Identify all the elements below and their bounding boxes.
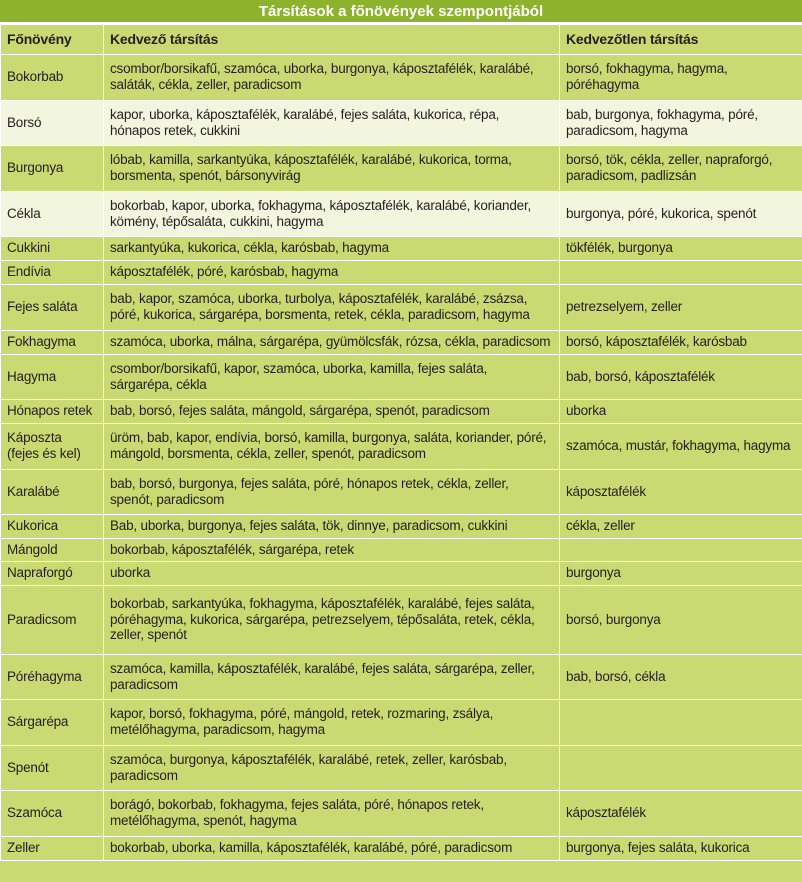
plant-cell: Hagyma: [1, 354, 104, 399]
plant-cell: Póréhagyma: [1, 654, 104, 699]
unfavorable-cell: burgonya, fejes saláta, kukorica: [560, 836, 802, 860]
plant-cell: Burgonya: [1, 145, 104, 191]
table-row: [1, 538, 802, 561]
table-body: [1, 54, 802, 860]
unfavorable-cell: borsó, fokhagyma, hagyma, póréhagyma: [560, 54, 802, 100]
plant-cell: Szamóca: [1, 790, 104, 836]
favorable-cell: bab, borsó, fejes saláta, mángold, sárgarépa, spenót, paradicsom: [104, 399, 560, 423]
plant-cell: Spenót: [1, 745, 104, 790]
favorable-cell: bokorbab, uborka, kamilla, káposztafélék, karalábé, póré, paradicsom: [104, 836, 560, 860]
unfavorable-cell: [560, 538, 802, 561]
plant-cell: Cékla: [1, 191, 104, 236]
favorable-cell: kapor, uborka, káposztafélék, karalábé, fejes saláta, kukorica, répa, hónapos retek, cukkini: [104, 100, 560, 145]
unfavorable-cell: bab, borsó, káposztafélék: [560, 354, 802, 399]
table-row: [1, 654, 802, 699]
plant-cell: Sárgarépa: [1, 699, 104, 745]
favorable-cell: sarkantyúka, kukorica, cékla, karósbab, hagyma: [104, 236, 560, 260]
unfavorable-cell: káposztafélék: [560, 790, 802, 836]
table-row: [1, 561, 802, 585]
favorable-cell: uborka: [104, 561, 560, 585]
unfavorable-cell: szamóca, mustár, fokhagyma, hagyma: [560, 423, 802, 469]
plant-cell: Fokhagyma: [1, 330, 104, 354]
companion-table: [0, 24, 802, 861]
favorable-cell: lóbab, kamilla, sarkantyúka, káposztafélék, karalábé, kukorica, torma, borsmenta, spenót, bársonyvirág: [104, 145, 560, 191]
plant-cell: Zeller: [1, 836, 104, 860]
unfavorable-cell: uborka: [560, 399, 802, 423]
plant-cell: Káposzta (fejes és kel): [1, 423, 104, 469]
header-plant: Főnövény: [1, 25, 104, 55]
favorable-cell: csombor/borsikafű, kapor, szamóca, uborka, kamilla, fejes saláta, sárgarépa, cékla: [104, 354, 560, 399]
plant-cell: Mángold: [1, 538, 104, 561]
table-row: [1, 699, 802, 745]
plant-cell: Paradicsom: [1, 585, 104, 654]
table-row: [1, 191, 802, 236]
favorable-cell: bokorbab, kapor, uborka, fokhagyma, káposztafélék, karalábé, koriander, kömény, tépősaláta, cukkini, hagyma: [104, 191, 560, 236]
unfavorable-cell: burgonya: [560, 561, 802, 585]
favorable-cell: szamóca, kamilla, káposztafélék, karalábé, fejes saláta, sárgarépa, zeller, paradicsom: [104, 654, 560, 699]
unfavorable-cell: bab, borsó, cékla: [560, 654, 802, 699]
plant-cell: Borsó: [1, 100, 104, 145]
favorable-cell: üröm, bab, kapor, endívia, borsó, kamilla, burgonya, saláta, koriander, póré, mángold, borsmenta, cékla, zeller, spenót, paradicsom: [104, 423, 560, 469]
plant-cell: Cukkini: [1, 236, 104, 260]
unfavorable-cell: bab, burgonya, fokhagyma, póré, paradicsom, hagyma: [560, 100, 802, 145]
header-unfavorable: Kedvezőtlen társítás: [560, 25, 802, 55]
favorable-cell: csombor/borsikafű, szamóca, uborka, burgonya, káposztafélék, karalábé, saláták, cékla, zeller, paradicsom: [104, 54, 560, 100]
table-row: [1, 354, 802, 399]
unfavorable-cell: káposztafélék: [560, 469, 802, 514]
table-row: [1, 145, 802, 191]
table-title: Társítások a főnövények szempontjából: [0, 0, 802, 24]
unfavorable-cell: burgonya, póré, kukorica, spenót: [560, 191, 802, 236]
favorable-cell: szamóca, uborka, málna, sárgarépa, gyümölcsfák, rózsa, cékla, paradicsom: [104, 330, 560, 354]
table-row: [1, 54, 802, 100]
table-row: [1, 469, 802, 514]
unfavorable-cell: cékla, zeller: [560, 514, 802, 538]
unfavorable-cell: [560, 745, 802, 790]
favorable-cell: bab, kapor, szamóca, uborka, turbolya, káposztafélék, karalábé, zsázsa, póré, kukorica, sárgarépa, borsmenta, retek, cékla, paradicsom, hagyma: [104, 284, 560, 330]
table-row: [1, 399, 802, 423]
favorable-cell: borágó, bokorbab, fokhagyma, fejes saláta, póré, hónapos retek, metélőhagyma, spenót, hagyma: [104, 790, 560, 836]
table-row: [1, 745, 802, 790]
table-row: [1, 236, 802, 260]
table-row: [1, 330, 802, 354]
unfavorable-cell: petrezselyem, zeller: [560, 284, 802, 330]
unfavorable-cell: tökfélék, burgonya: [560, 236, 802, 260]
plant-cell: Karalábé: [1, 469, 104, 514]
favorable-cell: bokorbab, káposztafélék, sárgarépa, retek: [104, 538, 560, 561]
unfavorable-cell: [560, 260, 802, 284]
plant-cell: Hónapos retek: [1, 399, 104, 423]
favorable-cell: Bab, uborka, burgonya, fejes saláta, tök, dinnye, paradicsom, cukkini: [104, 514, 560, 538]
unfavorable-cell: borsó, káposztafélék, karósbab: [560, 330, 802, 354]
plant-cell: Bokorbab: [1, 54, 104, 100]
unfavorable-cell: [560, 699, 802, 745]
favorable-cell: káposztafélék, póré, karósbab, hagyma: [104, 260, 560, 284]
favorable-cell: bokorbab, sarkantyúka, fokhagyma, káposztafélék, karalábé, fejes saláta, póréhagyma, kukorica, sárgarépa, petrezselyem, tépősaláta, retek, cékla, zeller, spenót: [104, 585, 560, 654]
table-row: [1, 100, 802, 145]
table-row: [1, 585, 802, 654]
favorable-cell: bab, borsó, burgonya, fejes saláta, póré, hónapos retek, cékla, zeller, spenót, paradicsom: [104, 469, 560, 514]
table-row: [1, 836, 802, 860]
plant-cell: Napraforgó: [1, 561, 104, 585]
favorable-cell: kapor, borsó, fokhagyma, póré, mángold, retek, rozmaring, zsálya, metélőhagyma, paradicsom, hagyma: [104, 699, 560, 745]
table-row: [1, 514, 802, 538]
header-favorable: Kedvező társítás: [104, 25, 560, 55]
plant-cell: Kukorica: [1, 514, 104, 538]
table-row: [1, 284, 802, 330]
table-row: [1, 790, 802, 836]
unfavorable-cell: borsó, tök, cékla, zeller, napraforgó, paradicsom, padlizsán: [560, 145, 802, 191]
unfavorable-cell: borsó, burgonya: [560, 585, 802, 654]
plant-cell: Fejes saláta: [1, 284, 104, 330]
header-row: [1, 25, 802, 55]
favorable-cell: szamóca, burgonya, káposztafélék, karalábé, retek, zeller, karósbab, paradicsom: [104, 745, 560, 790]
plant-cell: Endívia: [1, 260, 104, 284]
table-row: [1, 260, 802, 284]
table-row: [1, 423, 802, 469]
